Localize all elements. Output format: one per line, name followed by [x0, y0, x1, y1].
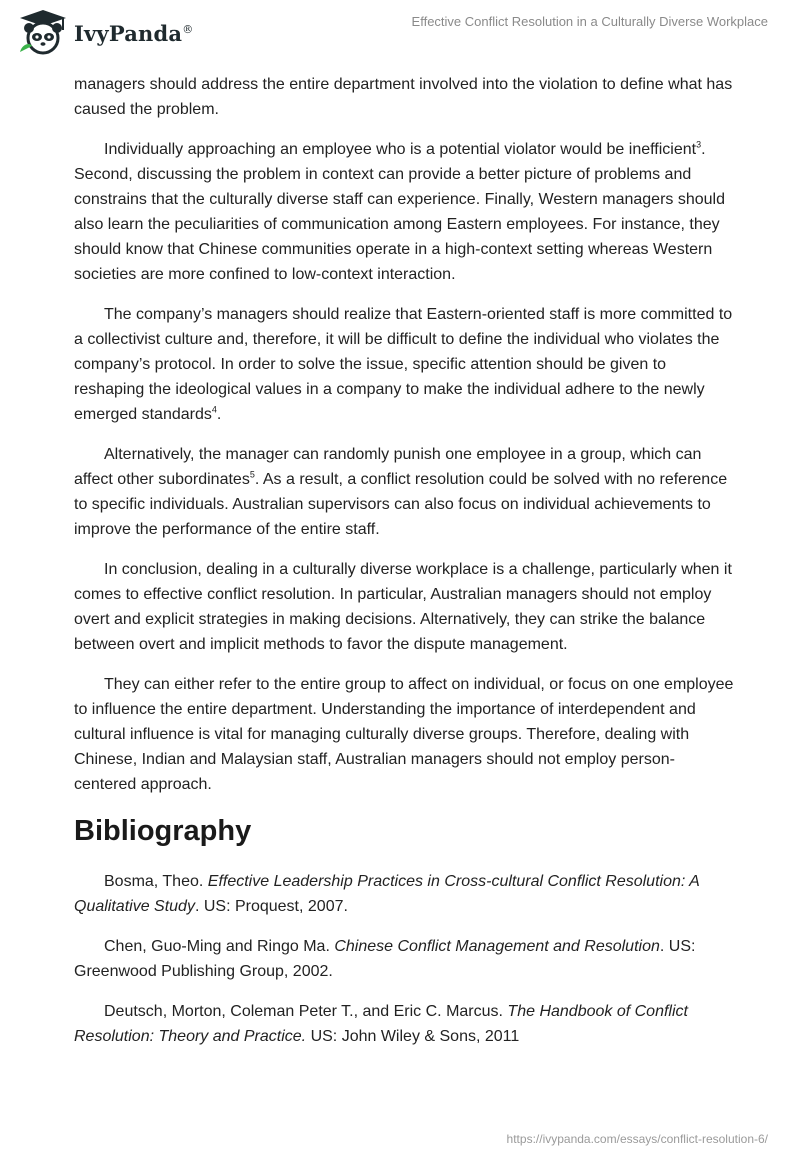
paragraph-4: Alternatively, the manager can randomly punish one employee in a group, which can affect other subordinates$^5$. As a result, a conflict resolution could be solved with no reference to specific individuals. Australian supervisors can also focus on individual achievements to improve the performance of the entire staff. — [74, 446, 728, 538]
source-url[interactable]: https://ivypanda.com/essays/conflict-resolution-6/ — [506, 1132, 768, 1146]
paragraph-6: They can either refer to the entire group to affect on individual, or focus on one employee to influence the entire department. Understanding the importance of interdependent and cultural influence is vital for managing culturally diverse groups. Therefore, dealing with Chinese, Indian and Malaysian staff, Australian managers should not employ person-centered approach. — [74, 676, 734, 793]
paragraph-3: The company’s managers should realize that Eastern-oriented staff is more committed to a collectivist culture and, therefore, it will be difficult to define the individual who violates the company’s protocol. In order to solve the issue, specific attention should be given to reshaping the ideological values in a company to make the individual adhere to the newly emerged standards$^4$. — [74, 306, 733, 423]
brand-name: IvyPanda® — [74, 20, 194, 46]
paragraph-5: In conclusion, dealing in a culturally diverse workplace is a challenge, particularly when it comes to effective conflict resolution. In particular, Australian managers should not employ overt and explicit strategies in making decisions. Alternatively, they can strike the balance between overt and implicit methods to favor the dispute management. — [74, 561, 732, 653]
paragraph-2: Individually approaching an employee who is a potential violator would be inefficient$^3$. Second, discussing the problem in context can provide a better picture of problems and constrains that the culturally diverse staff can experience. Finally, Western managers should also learn the peculiarities of communication among Eastern employees. For instance, they should know that Chinese communities operate in a high-context setting whereas Western societies are more confined to low-context interaction. — [74, 139, 725, 283]
panda-graduate-icon — [16, 8, 70, 58]
article-body — [74, 72, 734, 1064]
document-title: Effective Conflict Resolution in a Culturally Diverse Workplace — [411, 14, 768, 29]
ivypanda-logo[interactable] — [16, 8, 193, 58]
page-header — [0, 0, 800, 70]
bibliography-list — [74, 869, 734, 1049]
paragraph-1: managers should address the entire department involved into the violation to define what has caused the problem. — [74, 76, 733, 118]
bibliography-heading: Bibliography — [74, 815, 252, 847]
bibliography-entry: Deutsch, Morton, Coleman Peter T., and Eric C. Marcus. The Handbook of Conflict Resolution: Theory and Practice. US: John Wiley & Sons, 2011 — [74, 1003, 688, 1045]
footnote-ref-3[interactable]: 3 — [696, 139, 702, 150]
footnote-ref-4[interactable]: 4 — [211, 404, 217, 415]
bibliography-entry: Chen, Guo-Ming and Ringo Ma. Chinese Conflict Management and Resolution. US: Greenwood Publishing Group, 2002. — [74, 938, 696, 980]
footnote-ref-5[interactable]: 5 — [249, 469, 255, 480]
bibliography-entry: Bosma, Theo. Effective Leadership Practices in Cross-cultural Conflict Resolution: A Qualitative Study. US: Proquest, 2007. — [74, 873, 700, 915]
